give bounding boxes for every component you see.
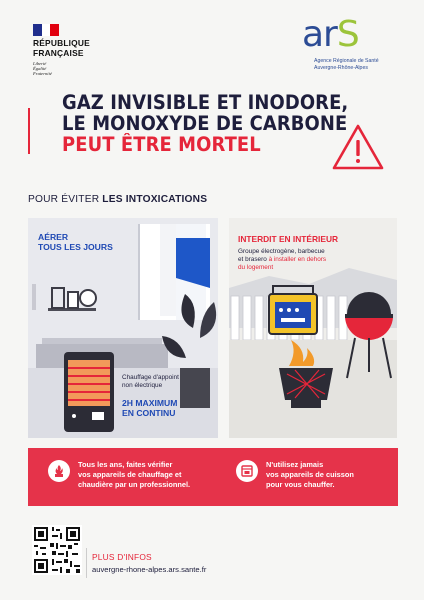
- advice-inspection: [48, 460, 190, 490]
- headline: [62, 92, 362, 155]
- republic-title: [33, 39, 103, 58]
- left-title-line2: TOUS LES JOURS: [38, 242, 113, 252]
- forbidden-indoors-illustration: [229, 218, 397, 438]
- subtitle: [28, 194, 207, 205]
- ars-subtitle: [314, 58, 404, 72]
- subtitle-prefix: POUR ÉVITER: [28, 194, 103, 205]
- heater-duration-line1: 2H MAXIMUM: [122, 398, 178, 408]
- french-flag-icon: [33, 24, 59, 36]
- advice-cooking-line1: N'utilisez jamais: [266, 460, 324, 469]
- footer-title: PLUS D'INFOS: [92, 552, 152, 562]
- warning-triangle-icon: [330, 120, 386, 176]
- hand-flame-icon: [48, 460, 70, 482]
- left-panel-title: [38, 232, 113, 252]
- right-desc-line2: [238, 256, 390, 264]
- qr-code[interactable]: [32, 525, 82, 575]
- ars-s: S: [336, 14, 359, 55]
- advice-inspection-line1: Tous les ans, faites vérifier: [78, 460, 173, 469]
- footer-divider: [86, 548, 87, 578]
- advice-banner: [28, 448, 398, 506]
- advice-cooking-line2: vos appareils de cuisson: [266, 470, 354, 479]
- ars-word: ar: [302, 14, 337, 55]
- headline-line2: LE MONOXYDE DE CARBONE: [62, 112, 348, 135]
- right-desc-line1: Groupe électrogène, barbecue: [238, 248, 325, 255]
- advice-inspection-text: [78, 460, 190, 490]
- right-desc-line2b: à installer en dehors: [268, 256, 327, 263]
- right-desc-line3: du logement: [238, 264, 274, 271]
- stove-icon: [236, 460, 258, 482]
- republique-francaise-logo: [33, 24, 103, 77]
- ars-agency: Agence Régionale de Santé: [314, 58, 379, 64]
- heater-caption-line2: non électrique: [122, 382, 163, 389]
- republic-line1: RÉPUBLIQUE: [33, 38, 90, 48]
- headline-accent-bar: [28, 108, 30, 154]
- advice-cooking-text: [266, 460, 354, 490]
- republic-motto: [33, 61, 103, 77]
- right-panel-title: INTERDIT EN INTÉRIEUR: [238, 234, 339, 244]
- advice-cooking-line3: pour vous chauffer.: [266, 480, 335, 489]
- subtitle-bold: LES INTOXICATIONS: [102, 194, 208, 205]
- republic-line2: FRANÇAISE: [33, 47, 84, 58]
- right-desc-line2a: et brasero: [238, 256, 269, 263]
- heater-caption: [122, 374, 214, 390]
- motto-fraternite: Fraternité: [33, 71, 52, 77]
- footer-url[interactable]: auvergne-rhone-alpes.ars.sante.fr: [92, 565, 207, 574]
- ars-region: Auvergne-Rhône-Alpes: [314, 65, 368, 71]
- headline-line1: GAZ INVISIBLE ET INODORE,: [62, 91, 349, 114]
- right-panel-description: [238, 248, 390, 272]
- advice-inspection-line2: vos appareils de chauffage et: [78, 470, 182, 479]
- heater-duration: [122, 398, 214, 418]
- advice-cooking: [236, 460, 354, 490]
- headline-line3: PEUT ÊTRE MORTEL: [62, 133, 261, 156]
- advice-inspection-line3: chaudière par un professionnel.: [78, 480, 191, 489]
- ars-wordmark: [302, 14, 359, 55]
- motto-egalite: Égalité: [33, 66, 47, 72]
- heater-duration-line2: EN CONTINU: [122, 408, 176, 418]
- heater-caption-line1: Chauffage d'appoint: [122, 374, 179, 381]
- ars-logo: [300, 14, 395, 78]
- left-title-line1: AÉRER: [38, 232, 69, 242]
- motto-liberte: Liberté: [33, 61, 47, 66]
